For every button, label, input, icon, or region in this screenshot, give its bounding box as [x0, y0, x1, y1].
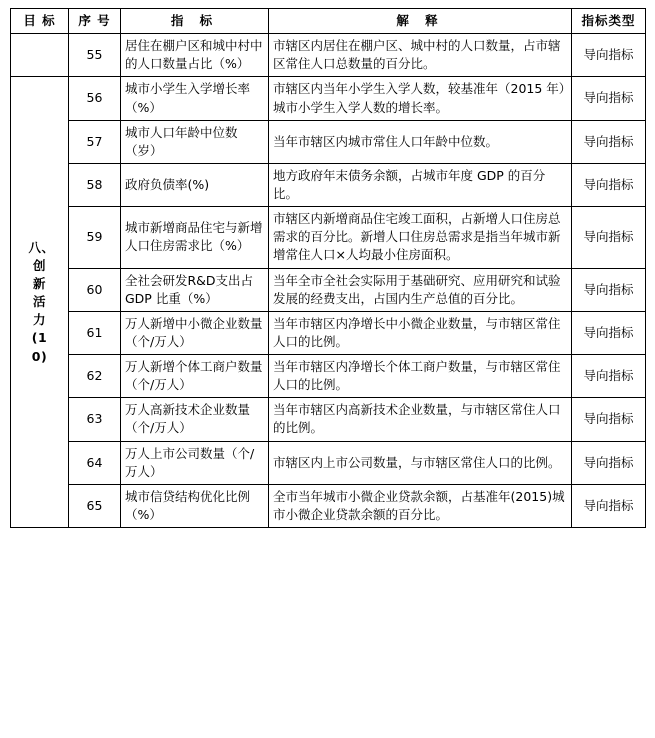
table-row — [11, 441, 646, 484]
row-explanation: 当年市辖区内城市常住人口年龄中位数。 — [269, 120, 572, 163]
row-type: 导向指标 — [572, 207, 646, 268]
table-row — [11, 311, 646, 354]
row-number: 59 — [69, 207, 121, 268]
row-indicator: 城市新增商品住宅与新增人口住房需求比（%） — [121, 207, 269, 268]
table-row — [11, 207, 646, 268]
row-indicator: 城市信贷结构优化比例（%） — [121, 484, 269, 527]
row-explanation: 市辖区内上市公司数量，与市辖区常住人口的比例。 — [269, 441, 572, 484]
row-number: 57 — [69, 120, 121, 163]
row-explanation: 当年市辖区内高新技术企业数量，与市辖区常住人口的比例。 — [269, 398, 572, 441]
row-number: 65 — [69, 484, 121, 527]
row-explanation: 市辖区内居住在棚户区、城中村的人口数量，占市辖区常住人口总数量的百分比。 — [269, 34, 572, 77]
row-indicator: 政府负债率(%) — [121, 163, 269, 206]
table-row — [11, 77, 646, 120]
row-type: 导向指标 — [572, 441, 646, 484]
row-type: 导向指标 — [572, 268, 646, 311]
column-header-type: 指标类型 — [572, 9, 646, 34]
row-indicator: 全社会研发R&D支出占GDP 比重（%） — [121, 268, 269, 311]
row-indicator: 居住在棚户区和城中村中的人口数量占比（%） — [121, 34, 269, 77]
table-row — [11, 120, 646, 163]
row-indicator: 万人新增中小微企业数量（个/万人） — [121, 311, 269, 354]
table-row — [11, 34, 646, 77]
table-header — [11, 9, 646, 34]
indicator-table — [10, 8, 646, 528]
row-number: 62 — [69, 355, 121, 398]
row-indicator: 万人新增个体工商户数量（个/万人） — [121, 355, 269, 398]
row-explanation: 全市当年城市小微企业贷款余额，占基准年(2015)城市小微企业贷款余额的百分比。 — [269, 484, 572, 527]
column-header-indicator: 指 标 — [121, 9, 269, 34]
row-type: 导向指标 — [572, 163, 646, 206]
row-number: 60 — [69, 268, 121, 311]
table-row — [11, 484, 646, 527]
row-indicator: 万人上市公司数量（个/万人） — [121, 441, 269, 484]
table-row — [11, 163, 646, 206]
goal-cell-empty — [11, 34, 69, 77]
table-header-row — [11, 9, 646, 34]
row-explanation: 地方政府年末债务余额，占城市年度 GDP 的百分比。 — [269, 163, 572, 206]
goal-label: 八、创新活力(10) — [28, 239, 55, 364]
column-header-number: 序 号 — [69, 9, 121, 34]
table-row — [11, 268, 646, 311]
column-header-goal: 目 标 — [11, 9, 69, 34]
row-type: 导向指标 — [572, 34, 646, 77]
row-indicator: 万人高新技术企业数量（个/万人） — [121, 398, 269, 441]
row-number: 64 — [69, 441, 121, 484]
column-header-explanation: 解 释 — [269, 9, 572, 34]
row-indicator: 城市人口年龄中位数（岁） — [121, 120, 269, 163]
row-type: 导向指标 — [572, 355, 646, 398]
row-type: 导向指标 — [572, 311, 646, 354]
row-number: 56 — [69, 77, 121, 120]
row-number: 63 — [69, 398, 121, 441]
row-explanation: 当年全市全社会实际用于基础研究、应用研究和试验发展的经费支出，占国内生产总值的百分比。 — [269, 268, 572, 311]
row-number: 58 — [69, 163, 121, 206]
row-explanation: 当年市辖区内净增长中小微企业数量，与市辖区常住人口的比例。 — [269, 311, 572, 354]
row-indicator: 城市小学生入学增长率（%） — [121, 77, 269, 120]
row-type: 导向指标 — [572, 77, 646, 120]
row-explanation: 市辖区内新增商品住宅竣工面积，占新增人口住房总需求的百分比。新增人口住房总需求是指当年城市新增常住人口×人均最小住房面积。 — [269, 207, 572, 268]
row-explanation: 市辖区内当年小学生入学人数，较基准年（2015 年）城市小学生入学人数的增长率。 — [269, 77, 572, 120]
goal-cell-innovation — [11, 77, 69, 528]
row-type: 导向指标 — [572, 120, 646, 163]
table-body — [11, 34, 646, 528]
row-number: 55 — [69, 34, 121, 77]
table-row — [11, 355, 646, 398]
row-type: 导向指标 — [572, 398, 646, 441]
table-row — [11, 398, 646, 441]
row-explanation: 当年市辖区内净增长个体工商户数量，与市辖区常住人口的比例。 — [269, 355, 572, 398]
row-type: 导向指标 — [572, 484, 646, 527]
row-number: 61 — [69, 311, 121, 354]
